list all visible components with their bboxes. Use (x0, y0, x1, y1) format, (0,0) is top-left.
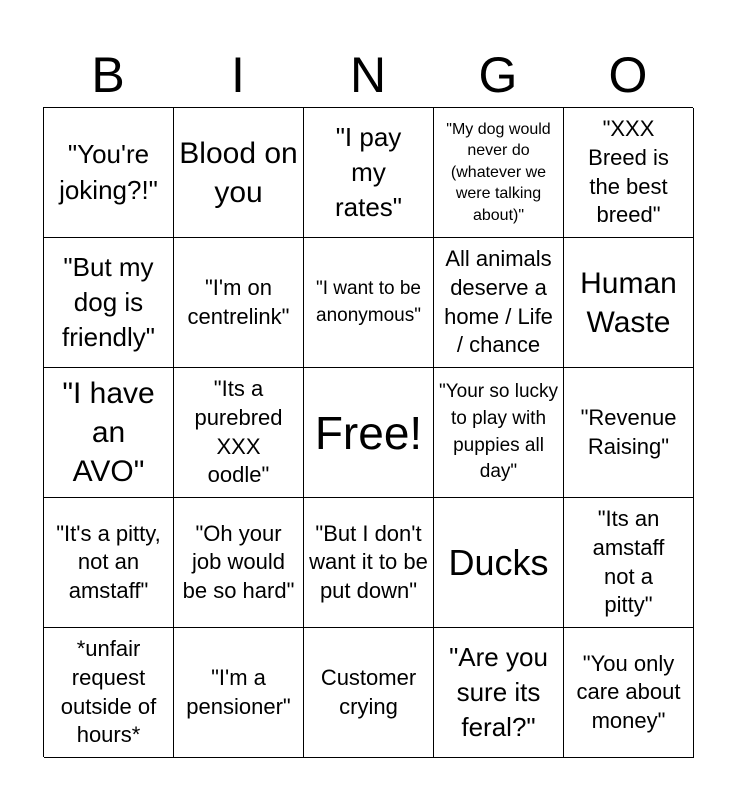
bingo-cell-r2c1[interactable] (44, 238, 174, 368)
header-letter-n: N (349, 47, 387, 103)
cell-text: Ducks (448, 541, 549, 583)
cell-text: "Its a purebred XXX oodle" (194, 376, 283, 488)
cell-text: Blood on you (179, 136, 298, 209)
header-letter-g: G (478, 47, 518, 103)
cell-text: "Oh your job would be so hard" (182, 520, 295, 603)
header-letter-i: I (231, 47, 245, 103)
cell-text: "I'm a pensioner" (186, 664, 291, 719)
cell-text: "Its an amstaff not a pitty" (592, 506, 665, 618)
bingo-cell-r1c5[interactable] (564, 108, 694, 238)
cell-text: "Are you sure its feral?" (449, 641, 548, 743)
bingo-cell-r5c3[interactable] (304, 628, 434, 758)
bingo-cell-r4c4[interactable] (434, 498, 564, 628)
bingo-cell-r4c5[interactable] (564, 498, 694, 628)
cell-text: "I have an AVO" (62, 377, 155, 488)
bingo-cell-r2c3[interactable] (304, 238, 434, 368)
cell-text: "But my dog is friendly" (61, 251, 156, 353)
bingo-card-grid (43, 107, 693, 757)
bingo-cell-r2c5[interactable] (564, 238, 694, 368)
bingo-cell-r3c4[interactable] (434, 368, 564, 498)
cell-text: "Revenue Raising" (580, 404, 677, 459)
cell-text: "My dog would never do (whatever we were talking about)" (446, 120, 551, 224)
bingo-cell-r5c4[interactable] (434, 628, 564, 758)
cell-text: "I'm on centrelink" (187, 274, 290, 329)
cell-text: "XXX Breed is the best breed" (588, 116, 669, 228)
bingo-cell-r5c2[interactable] (174, 628, 304, 758)
bingo-cell-r2c4[interactable] (434, 238, 564, 368)
cell-text: "You only care about money" (576, 650, 681, 733)
bingo-cell-r3c1[interactable] (44, 368, 174, 498)
free-space-label: Free! (314, 406, 423, 459)
cell-text: "You're joking?!" (59, 139, 158, 205)
cell-text: Customer crying (320, 664, 417, 719)
cell-text: Human Waste (580, 266, 677, 339)
bingo-cell-r1c1[interactable] (44, 108, 174, 238)
cell-text: All animals deserve a home / Life / chance (444, 246, 553, 358)
bingo-cell-r4c3[interactable] (304, 498, 434, 628)
bingo-cell-r3c5[interactable] (564, 368, 694, 498)
cell-text: "I pay my rates" (334, 121, 403, 223)
bingo-cell-r1c4[interactable] (434, 108, 564, 238)
cell-text: "It's a pitty, not an amstaff" (56, 520, 161, 603)
cell-text: "Your so lucky to play with puppies all day" (438, 381, 559, 483)
header-letter-b: B (91, 47, 125, 103)
bingo-cell-r1c3[interactable] (304, 108, 434, 238)
cell-text: "I want to be anonymous" (316, 277, 421, 326)
bingo-cell-r4c2[interactable] (174, 498, 304, 628)
bingo-cell-r3c2[interactable] (174, 368, 304, 498)
bingo-cell-r1c2[interactable] (174, 108, 304, 238)
bingo-cell-r5c1[interactable] (44, 628, 174, 758)
cell-text: *unfair request outside of hours* (60, 636, 157, 748)
header-letter-o: O (608, 47, 648, 103)
bingo-cell-r2c2[interactable] (174, 238, 304, 368)
bingo-cell-r4c1[interactable] (44, 498, 174, 628)
bingo-header (43, 42, 693, 108)
bingo-cell-r5c5[interactable] (564, 628, 694, 758)
cell-text: "But I don't want it to be put down" (309, 520, 428, 603)
bingo-cell-free[interactable] (304, 368, 434, 498)
